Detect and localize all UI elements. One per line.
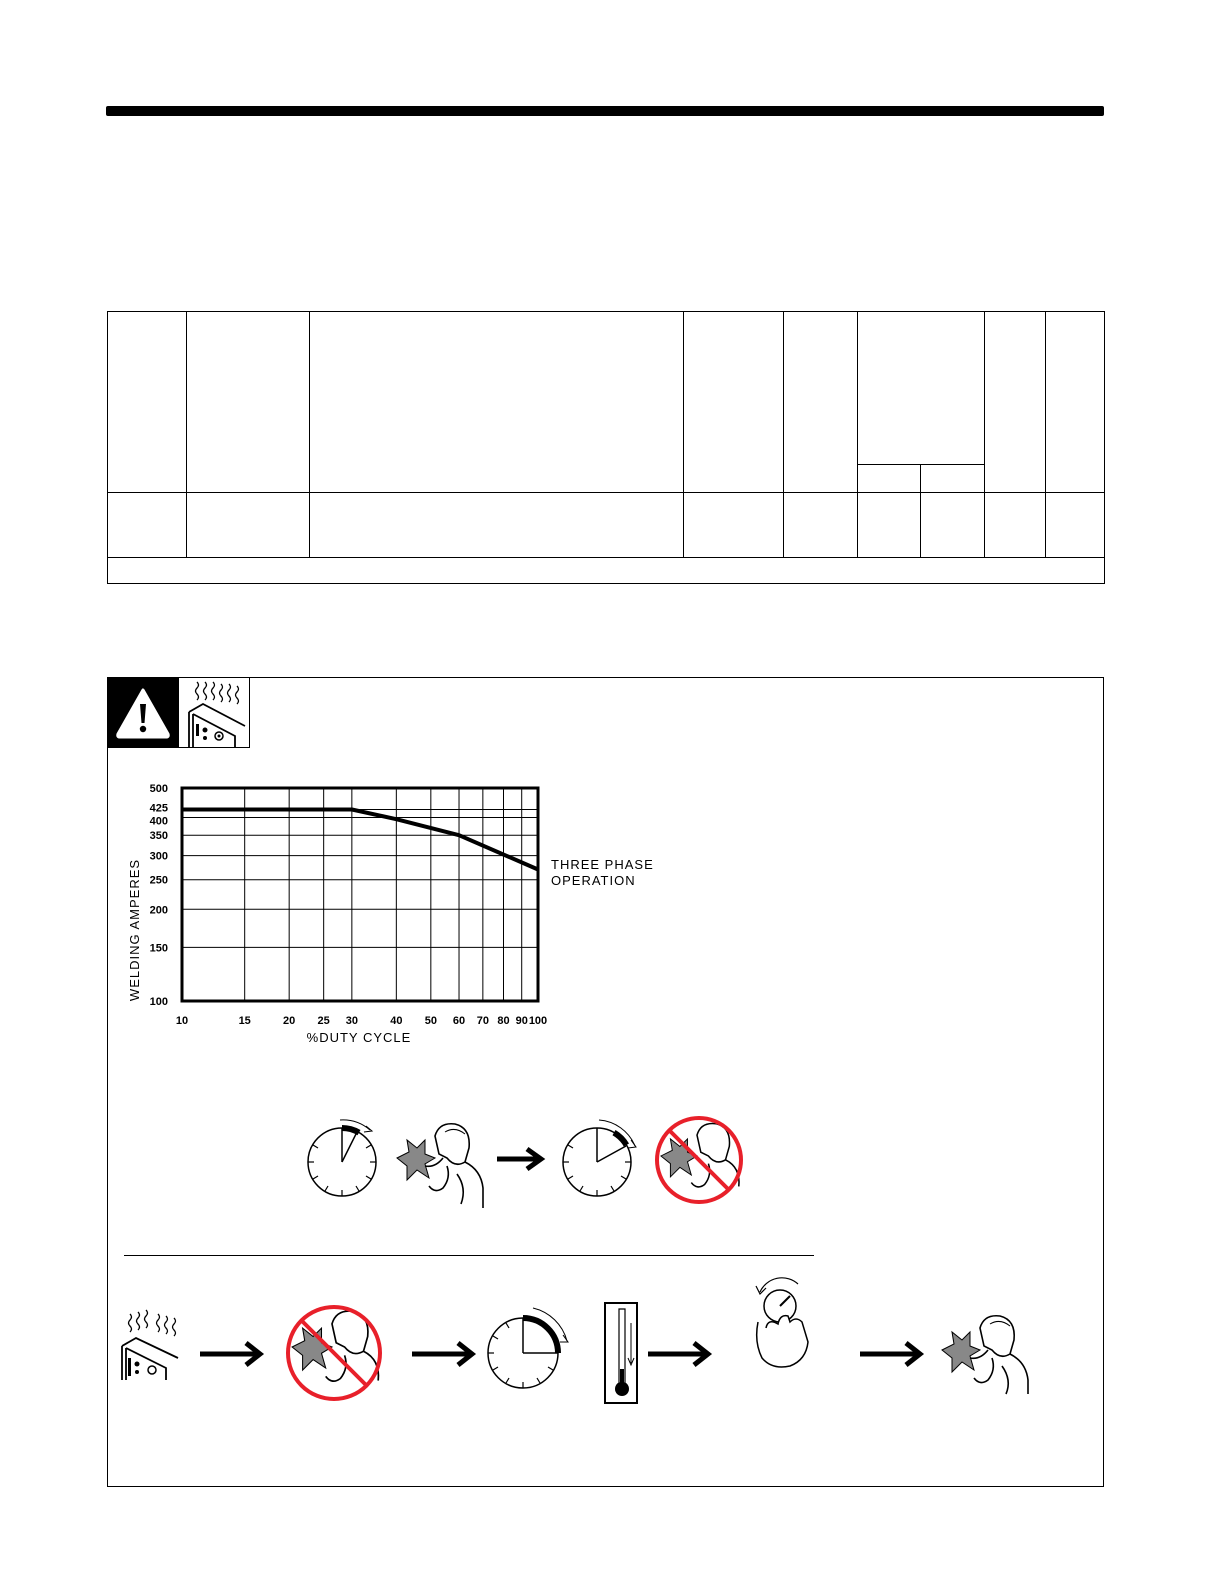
table-col-divider [309,312,310,558]
no-welding-icon [288,1307,380,1399]
y-tick-labels [150,783,168,1008]
overheating-sequence [118,1270,1048,1420]
x-axis-title: %DUTY CYCLE [306,1030,412,1045]
header-rule [106,106,1104,116]
plot-frame [182,788,538,1001]
y-tick-label: 400 [149,815,168,828]
warning-triangle-icon [108,678,179,748]
x-tick-label: 25 [317,1015,330,1027]
chart-grid [182,788,538,1001]
chart-series [182,810,538,870]
y-axis-title: WELDING AMPERES [127,858,142,1002]
table-col-divider [683,312,684,558]
welder-icon [397,1124,483,1208]
table-header-row-divider [108,492,1104,493]
x-tick-label: 10 [175,1015,189,1027]
y-tick-label: 300 [149,850,168,863]
series-annotation-line1: THREE PHASE [551,857,654,872]
no-welding-icon [657,1118,741,1202]
y-tick-label: 350 [149,830,168,843]
timer-clock-icon [563,1120,636,1196]
welder-icon [942,1316,1028,1394]
specifications-table [107,311,1105,584]
overheated-unit-icon [122,1310,178,1380]
series-annotation-line2: OPERATION [551,873,636,888]
timer-clock-icon [488,1308,568,1388]
table-col-divider [984,312,985,558]
x-tick-label: 20 [283,1015,296,1027]
x-tick-label: 70 [476,1015,489,1027]
y-tick-label: 425 [149,802,168,815]
series-line-three-phase [182,810,538,870]
right-arrow-icon [860,1343,920,1365]
y-tick-label: 200 [149,904,168,917]
warning-badge [108,678,179,748]
y-tick-label: 100 [149,996,168,1008]
section-separator [124,1255,814,1256]
heat-icon-box [179,678,250,748]
table-footer-row-divider [108,557,1104,558]
y-tick-label: 500 [149,783,168,795]
y-tick-label: 150 [149,942,168,955]
table-subcol-divider [920,464,921,558]
x-tick-label: 90 [515,1015,528,1027]
right-arrow-icon [412,1343,472,1365]
x-tick-label: 60 [452,1015,466,1027]
y-tick-label: 250 [149,874,168,887]
right-arrow-icon [648,1343,708,1365]
overheated-unit-icon [179,678,249,748]
table-col-divider [1045,312,1046,558]
table-col-divider [857,312,858,558]
x-tick-label: 30 [345,1015,358,1027]
duty-cycle-illustration [300,1110,760,1210]
right-arrow-icon [497,1149,541,1169]
duty-cycle-chart [100,770,680,1060]
x-tick-label: 100 [528,1015,548,1027]
table-subheader-divider [857,464,984,465]
x-tick-label: 80 [497,1015,510,1027]
x-tick-label: 40 [390,1015,403,1027]
right-arrow-icon [200,1343,260,1365]
thermometer-icon [605,1303,637,1403]
x-tick-label: 15 [238,1015,251,1027]
x-tick-labels [176,1015,547,1027]
table-col-divider [186,312,187,558]
timer-clock-icon [308,1120,376,1196]
x-tick-label: 50 [424,1015,437,1027]
table-col-divider [783,312,784,558]
adjust-knob-icon [756,1278,808,1367]
